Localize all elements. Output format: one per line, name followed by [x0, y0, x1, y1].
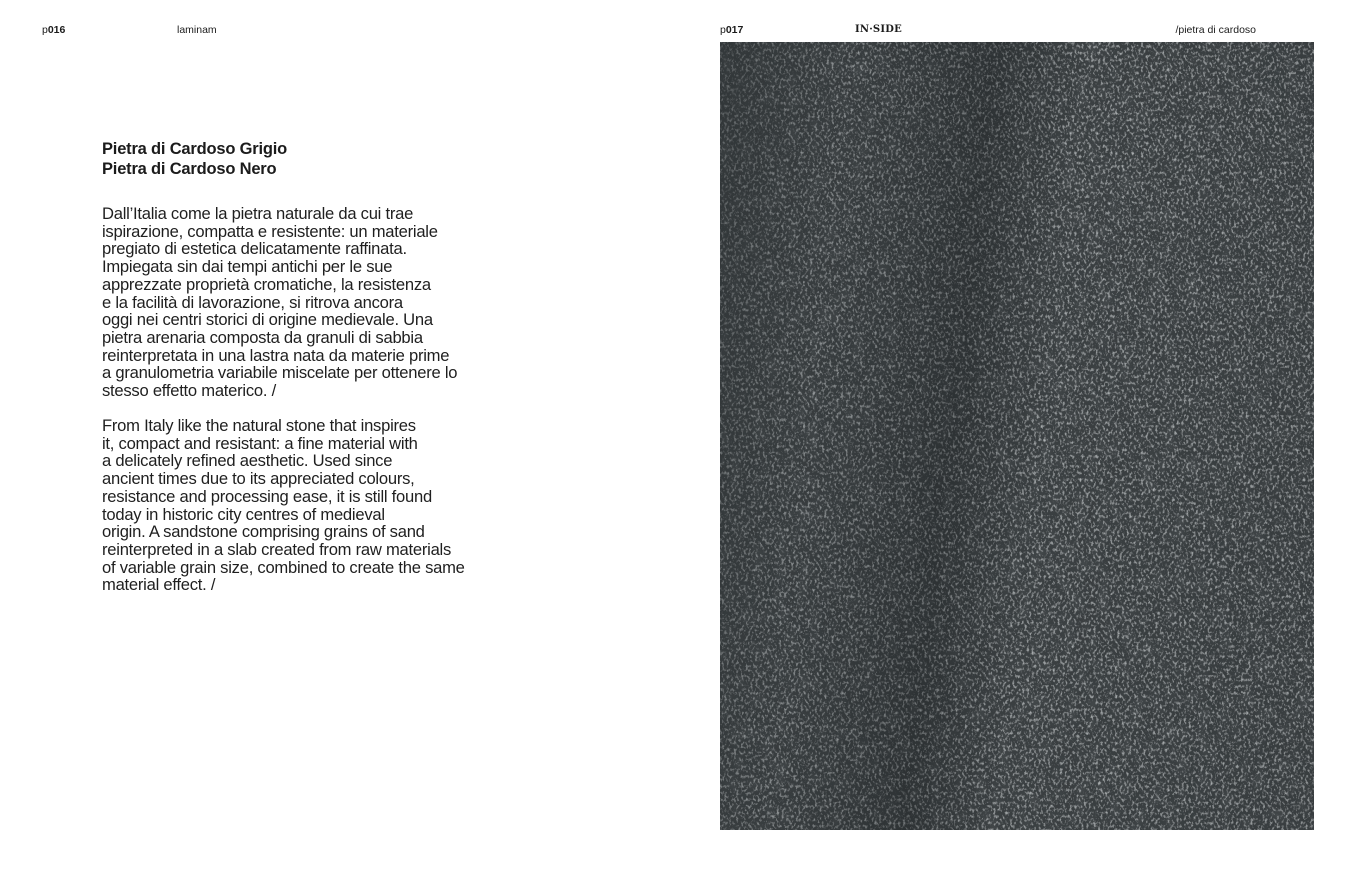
text-line: origin. A sandstone comprising grains of sand: [102, 522, 425, 542]
section-label: /pietra di cardoso: [1175, 24, 1256, 36]
product-titles: [102, 140, 287, 179]
text-line: oggi nei centri storici di origine medievale. Una: [102, 310, 433, 330]
text-line: of variable grain size, combined to create the same: [102, 557, 465, 577]
text-line: today in historic city centres of medieval: [102, 504, 385, 524]
text-line: resistance and processing ease, it is still found: [102, 486, 432, 506]
text-line: stesso effetto materico. /: [102, 381, 276, 401]
page-prefix: p: [720, 24, 726, 36]
text-line: Dall’Italia come la pietra naturale da cui trae: [102, 204, 414, 223]
text-line: apprezzate proprietà cromatiche, la resistenza: [102, 274, 431, 294]
text-line: a delicately refined aesthetic. Used since: [102, 451, 393, 471]
text-line: pietra arenaria composta da granuli di sabbia: [102, 327, 423, 347]
english-description: [102, 417, 522, 594]
text-line: e la facilità di lavorazione, si ritrova ancora: [102, 292, 403, 312]
magazine-logo: IN·SIDE: [855, 24, 902, 35]
text-line: reinterpreted in a slab created from raw materials: [102, 539, 452, 559]
stone-texture-svg: [720, 42, 1314, 830]
text-line: Impiegata sin dai tempi antichi per le sue: [102, 257, 393, 277]
text-line: reinterpretata in una lastra nata da materie prime: [102, 345, 450, 365]
italian-description: [102, 205, 522, 400]
text-line: a granulometria variabile miscelate per ottenere lo: [102, 363, 458, 383]
text-line: it, compact and resistant: a fine material with: [102, 433, 418, 453]
brand-name: laminam: [177, 24, 217, 36]
stone-texture-image: [720, 42, 1314, 830]
text-line: material effect. /: [102, 575, 216, 595]
text-line: ispirazione, compatta e resistente: un materiale: [102, 221, 438, 241]
page-number: 017: [725, 24, 744, 36]
page-number: 016: [47, 24, 66, 36]
page-prefix: p: [42, 24, 48, 36]
text-line: ancient times due to its appreciated colours,: [102, 469, 415, 489]
right-page-number: [720, 24, 743, 36]
left-page-number: [42, 24, 65, 36]
text-line: From Italy like the natural stone that inspires: [102, 416, 416, 435]
product-title: Pietra di Cardoso Nero: [102, 159, 277, 178]
text-line: pregiato di estetica delicatamente raffinata.: [102, 239, 407, 259]
product-title: Pietra di Cardoso Grigio: [102, 140, 287, 158]
